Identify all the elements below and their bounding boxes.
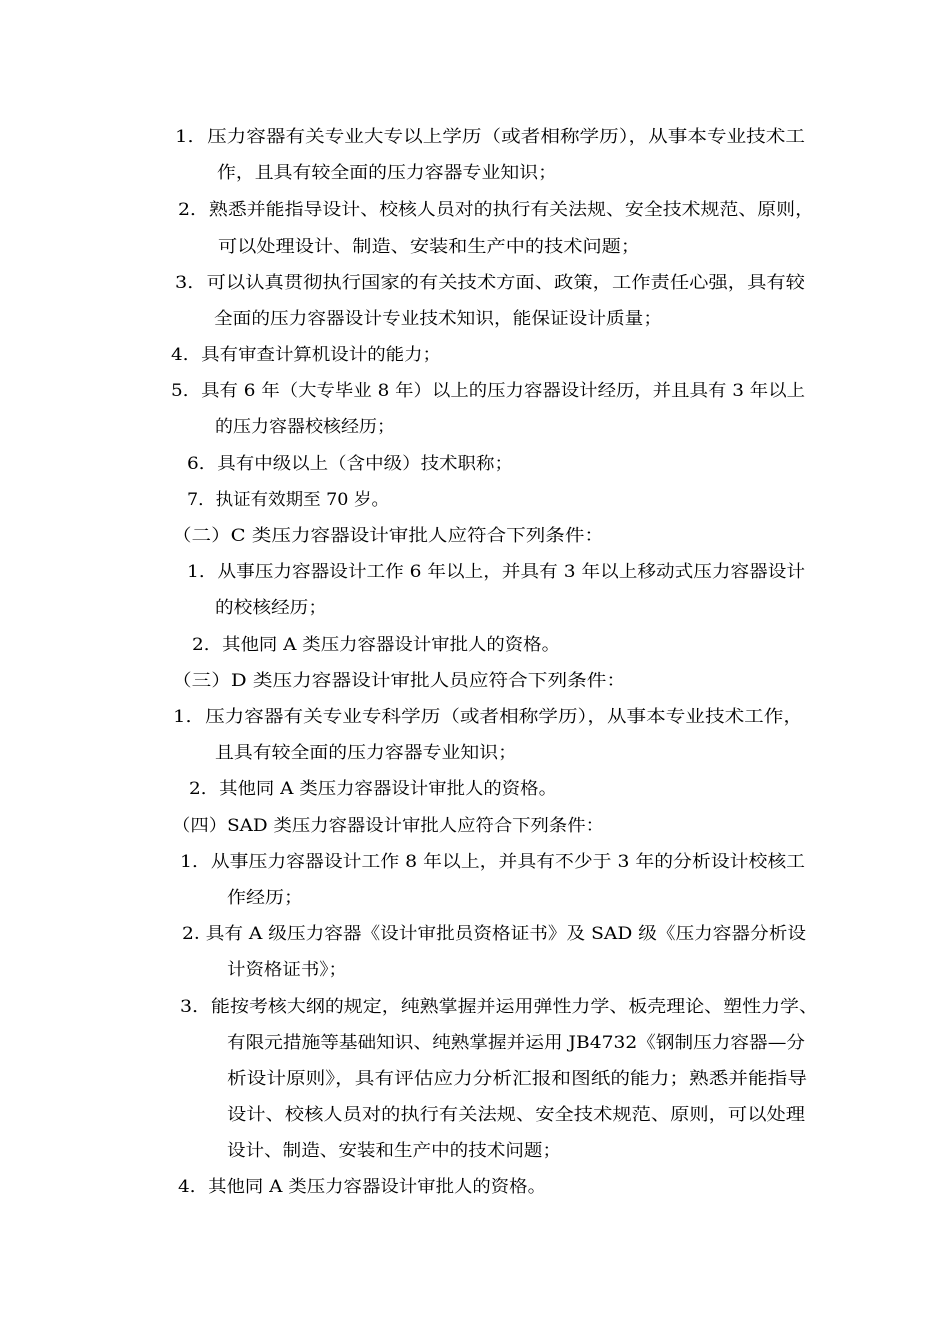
text-line: 1．从事压力容器设计工作 8 年以上，并具有不少于 3 年的分析设计校核工 <box>180 852 806 872</box>
text-line: 1．压力容器有关专业大专以上学历（或者相称学历），从事本专业技术工 <box>175 127 805 147</box>
text-line: 析设计原则》，具有评估应力分析汇报和图纸的能力；熟悉并能指导 <box>227 1069 807 1089</box>
text-line: 作经历； <box>227 888 303 908</box>
text-line: 1．从事压力容器设计工作 6 年以上，并具有 3 年以上移动式压力容器设计 <box>187 562 805 582</box>
text-line: 计资格证书》； <box>227 960 347 980</box>
text-line: 2．熟悉并能指导设计、校核人员对的执行有关法规、安全技术规范、原则， <box>178 200 814 220</box>
text-line: 1．压力容器有关专业专科学历（或者相称学历），从事本专业技术工作， <box>173 707 803 727</box>
text-line: 可以处理设计、制造、安装和生产中的技术问题； <box>218 237 640 257</box>
text-line: 设计、校核人员对的执行有关法规、安全技术规范、原则，可以处理 <box>227 1105 805 1125</box>
text-line: 6．具有中级以上（含中级）技术职称； <box>187 454 513 474</box>
text-line: 全面的压力容器设计专业技术知识，能保证设计质量； <box>214 309 662 329</box>
text-line: 4．具有审查计算机设计的能力； <box>171 345 441 365</box>
text-line: 2．其他同 A 类压力容器设计审批人的资格。 <box>192 635 560 655</box>
text-line: 有限元措施等基础知识、纯熟掌握并运用 JB4732《钢制压力容器—分 <box>227 1033 805 1053</box>
text-line: 作，且具有较全面的压力容器专业知识； <box>217 163 557 183</box>
text-line: （三）D 类压力容器设计审批人员应符合下列条件： <box>172 671 626 691</box>
text-line: 2. 具有 A 级压力容器《设计审批员资格证书》及 SAD 级《压力容器分析设 <box>182 924 806 944</box>
text-line: 且具有较全面的压力容器专业知识； <box>215 743 517 763</box>
text-line: 设计、制造、安装和生产中的技术问题； <box>227 1141 561 1161</box>
text-line: （二）C 类压力容器设计审批人应符合下列条件： <box>172 526 604 546</box>
text-line: 3．能按考核大纲的规定，纯熟掌握并运用弹性力学、板壳理论、塑性力学、 <box>180 997 818 1017</box>
text-line: 5．具有 6 年（大专毕业 8 年）以上的压力容器设计经历，并且具有 3 年以上 <box>171 381 805 401</box>
text-line: 3．可以认真贯彻执行国家的有关技术方面、政策，工作责任心强，具有较 <box>175 273 805 293</box>
text-line: 7．执证有效期至 70 岁。 <box>187 490 389 510</box>
text-line: 的压力容器校核经历； <box>215 417 395 437</box>
text-line: （四）SAD 类压力容器设计审批人应符合下列条件： <box>172 816 604 836</box>
text-line: 的校核经历； <box>215 598 327 618</box>
text-line: 2．其他同 A 类压力容器设计审批人的资格。 <box>189 779 557 799</box>
text-line: 4．其他同 A 类压力容器设计审批人的资格。 <box>178 1177 546 1197</box>
